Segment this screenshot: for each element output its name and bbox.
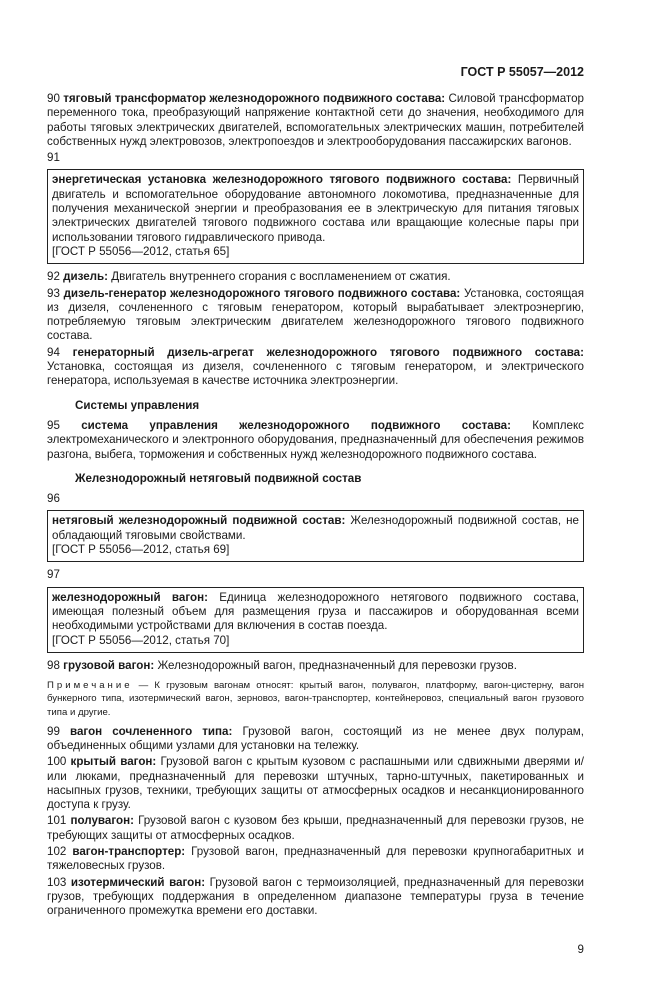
- term: дизель:: [63, 270, 109, 284]
- definition: Единица железнодорожного нетягового подвижного состава, имеющая полезный объем для размещения груза и пассажиров и оборудованная всеми необходимыми устройствами для включения в состав поезда.: [52, 590, 579, 633]
- term: нетяговый железнодорожный подвижной состав:: [52, 514, 346, 528]
- entry-103: [47, 876, 584, 919]
- definition: Грузовой вагон с кузовом без крыши, предназначенный для перевозки грузов, не требующих защиты от атмосферных осадков.: [47, 814, 584, 842]
- subheading-non-traction: Железнодорожный нетяговый подвижной состав: [75, 471, 362, 485]
- note-label: Примечание: [47, 680, 133, 692]
- entry-number: 92: [47, 270, 60, 284]
- entry-number: 90: [47, 92, 60, 105]
- term: полувагон:: [70, 814, 134, 828]
- definition: Комплекс электромеханического и электронного оборудования, предназначенный для обеспечения режимов разгона, выбега, торможения и собственных нужд железнодорожного подвижного состава.: [47, 418, 584, 461]
- entry-number-97: 97: [47, 568, 60, 582]
- entry-number: 100: [47, 755, 67, 769]
- term: вагон-транспортер:: [72, 845, 186, 859]
- term: генераторный дизель-агрегат железнодорожного тягового подвижного состава:: [72, 345, 584, 359]
- definition: Силовой трансформатор переменного тока, преобразующий напряжение контактной сети до значения, необходимого для работы тяговых электрических двигателей, вспомогательных электрических машин, потребителей собственных нужд электровозов, электропоездов и электрооборудования пассажирских вагонов.: [47, 92, 584, 148]
- entry-100: [47, 755, 584, 812]
- term: крытый вагон:: [70, 755, 157, 769]
- note: [47, 679, 584, 719]
- term: энергетическая установка железнодорожного тягового подвижного состава:: [52, 173, 512, 187]
- entry-number: 95: [47, 418, 60, 432]
- entry-number: 98: [47, 658, 60, 672]
- definition: Двигатель внутреннего сгорания с воспламенением от сжатия.: [111, 270, 451, 284]
- term: тяговый трансформатор железнодорожного подвижного состава:: [63, 92, 446, 105]
- entry-number-96: 96: [47, 492, 60, 506]
- entry-94: [47, 346, 584, 389]
- reference: [ГОСТ Р 55056—2012, статья 65]: [52, 244, 230, 258]
- entry-99: [47, 725, 584, 754]
- reference: [ГОСТ Р 55056—2012, статья 70]: [52, 633, 230, 647]
- definition: Грузовой вагон с крытым кузовом с распашными или сдвижными дверями и/или люками, предназначенный для перевозки штучных, тарно-штучных, пакетированных и насыпных грузов, техники, требующих защиты от атмосферных осадков и несанкционированного доступа к грузу.: [47, 755, 584, 812]
- entry-number: 102: [47, 845, 67, 859]
- entry-93: [47, 287, 584, 344]
- entry-number: 103: [47, 875, 67, 889]
- term: грузовой вагон:: [63, 658, 155, 672]
- quoted-entry-96: [47, 510, 584, 562]
- term: система управления железнодорожного подвижного состава:: [81, 418, 511, 432]
- entry-number: 99: [47, 724, 60, 738]
- document-id: ГОСТ Р 55057—2012: [460, 65, 584, 79]
- reference: [ГОСТ Р 55056—2012, статья 69]: [52, 543, 230, 557]
- quoted-entry-97: [47, 587, 584, 653]
- entry-number: 101: [47, 814, 67, 828]
- subheading-control-systems: Системы управления: [75, 398, 200, 412]
- definition: Грузовой вагон, состоящий из не менее двух полурам, объединенных общими узлами для установки на тележку.: [47, 724, 584, 752]
- page-number: 9: [577, 942, 584, 956]
- term: дизель-генератор железнодорожного тягового подвижного состава:: [63, 286, 461, 300]
- definition: Железнодорожный подвижной состав, не обладающий тяговыми свойствами.: [52, 514, 579, 542]
- entry-92: [47, 270, 584, 284]
- entry-95: [47, 419, 584, 462]
- entry-102: [47, 845, 584, 874]
- term: вагон сочлененного типа:: [69, 724, 233, 738]
- note-text: — К грузовым вагонам относят: крытый вагон, полувагон, платформу, вагон-цистерну, вагон бункерного типа, изотермический вагон, зерновоз, вагон-транспортер, контейнеровоз, специальный вагон грузового типа и другие.: [47, 680, 584, 718]
- entry-number: 94: [47, 345, 60, 359]
- quoted-entry-91: [47, 169, 584, 264]
- entry-90: [47, 92, 584, 149]
- definition: Железнодорожный вагон, предназначенный для перевозки грузов.: [157, 658, 517, 672]
- definition: Грузовой вагон, предназначенный для перевозки крупногабаритных и тяжеловесных грузов.: [47, 845, 584, 873]
- entry-98: [47, 659, 584, 673]
- definition: Установка, состоящая из дизеля, сочлененного с тяговым генератором, который вырабатывает электроэнергию, потребляемую тяговым электрическим двигателем железнодорожного тягового подвижного состава.: [47, 286, 584, 343]
- entry-101: [47, 814, 584, 843]
- entry-number-91: 91: [47, 151, 60, 165]
- entry-number: 93: [47, 286, 60, 300]
- definition: Установка, состоящая из дизеля, сочлененного с тяговым генератором, и электрического генератора, используемая в качестве источника электроэнергии.: [47, 360, 584, 388]
- definition: Грузовой вагон с термоизоляцией, предназначенный для перевозки грузов, требующих поддержания в определенном диапазоне температуры груза в течение ограниченного промежутка времени его доставки.: [47, 875, 584, 918]
- term: железнодорожный вагон:: [52, 590, 208, 604]
- term: изотермический вагон:: [70, 875, 206, 889]
- definition: Первичный двигатель и вспомогательное оборудование автономного локомотива, предназначенные для получения механической энергии и преобразования ее в электрическую для питания тяговых электрических двигателей тягового подвижного состава или вращающие колесные пары при использовании тягового гидравлического привода.: [52, 173, 579, 244]
